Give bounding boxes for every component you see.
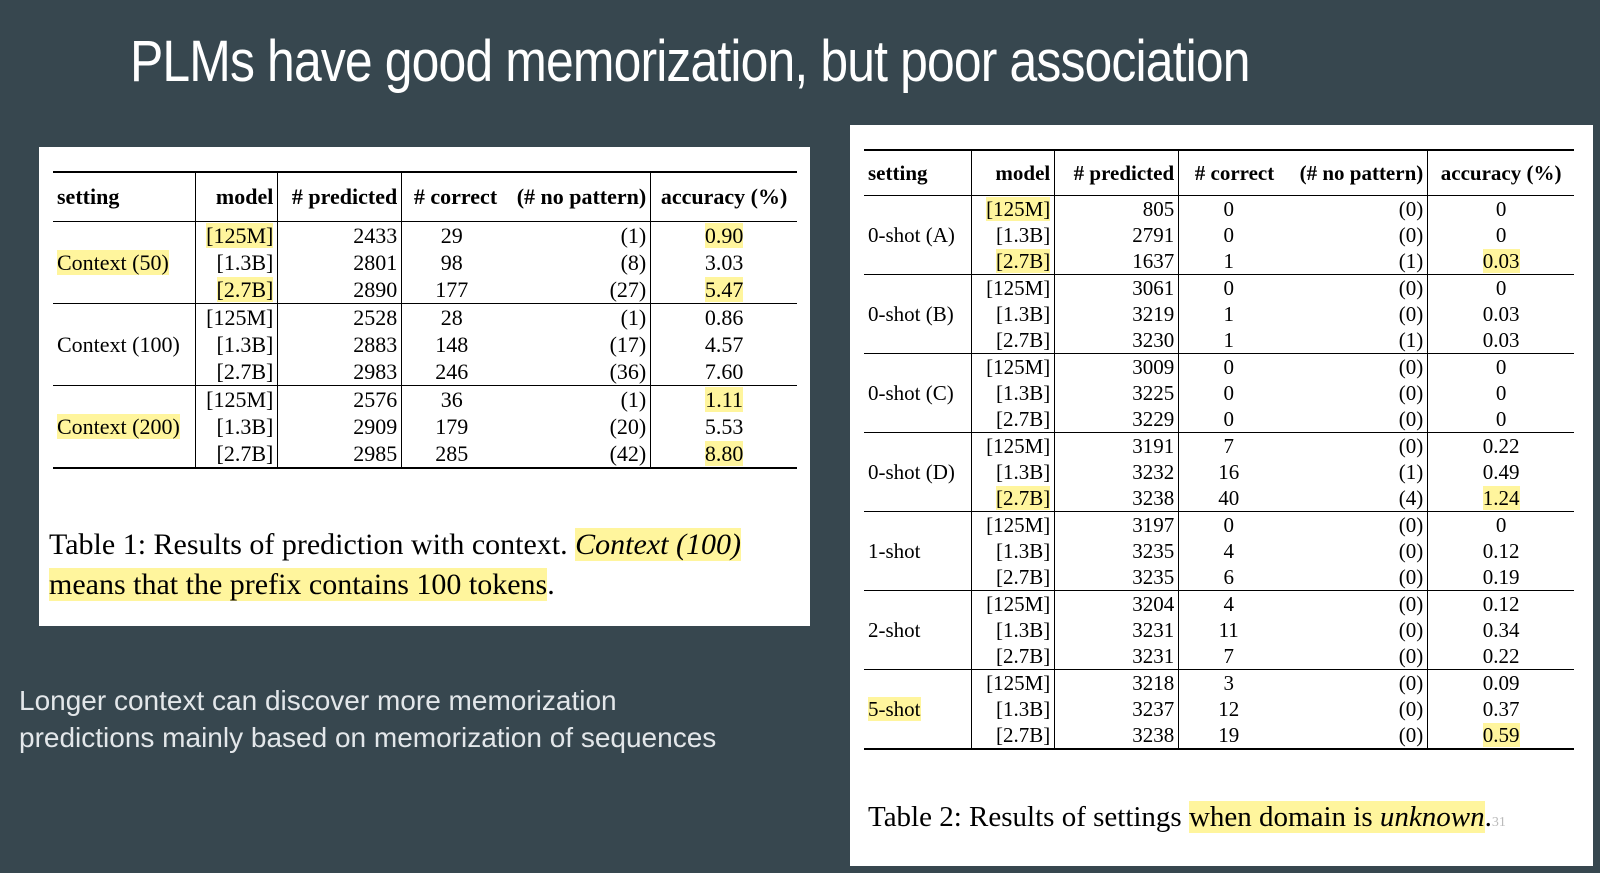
accuracy-cell xyxy=(1428,433,1574,460)
model-label: [1.3B] xyxy=(996,459,1051,484)
correct-cell: 3 xyxy=(1179,670,1279,697)
predicted-cell: 3197 xyxy=(1055,512,1179,539)
model-label: [125M] xyxy=(206,222,274,248)
correct-cell: 246 xyxy=(402,358,501,386)
model-label: [125M] xyxy=(986,196,1051,221)
model-cell xyxy=(972,617,1055,643)
model-cell xyxy=(195,358,278,386)
correct-cell: 16 xyxy=(1179,459,1279,485)
accuracy-value: 1.24 xyxy=(1482,485,1520,510)
correct-cell: 0 xyxy=(1179,196,1279,223)
predicted-cell: 2909 xyxy=(278,413,402,440)
accuracy-cell xyxy=(1428,301,1574,327)
table-1-panel xyxy=(39,147,810,626)
accuracy-value: 0.34 xyxy=(1482,617,1520,642)
accuracy-cell xyxy=(1428,459,1574,485)
accuracy-value: 5.47 xyxy=(704,276,744,302)
model-label: [1.3B] xyxy=(996,222,1051,247)
header-model: model xyxy=(972,150,1055,196)
accuracy-value: 0 xyxy=(1495,380,1507,405)
no-pattern-cell: (0) xyxy=(1278,354,1428,381)
correct-cell: 11 xyxy=(1179,617,1279,643)
no-pattern-cell: (1) xyxy=(501,386,651,414)
predicted-cell: 3235 xyxy=(1055,564,1179,591)
header-setting: setting xyxy=(864,150,972,196)
correct-cell: 0 xyxy=(1179,354,1279,381)
model-cell xyxy=(972,512,1055,539)
accuracy-cell xyxy=(651,276,797,304)
model-label: [125M] xyxy=(986,275,1051,300)
model-label: [125M] xyxy=(206,386,274,412)
predicted-cell: 2791 xyxy=(1055,222,1179,248)
model-label: [2.7B] xyxy=(996,564,1051,589)
model-cell xyxy=(972,301,1055,327)
predicted-cell: 3218 xyxy=(1055,670,1179,697)
predicted-cell: 3191 xyxy=(1055,433,1179,460)
accuracy-value: 0 xyxy=(1495,222,1507,247)
model-label: [1.3B] xyxy=(216,249,274,275)
correct-cell: 179 xyxy=(402,413,501,440)
model-label: [2.7B] xyxy=(996,643,1051,668)
model-label: [125M] xyxy=(986,512,1051,537)
predicted-cell: 1637 xyxy=(1055,248,1179,275)
correct-cell: 19 xyxy=(1179,722,1279,749)
header-row xyxy=(864,150,1574,196)
no-pattern-cell: (0) xyxy=(1398,538,1424,563)
model-label: [1.3B] xyxy=(996,617,1051,642)
caption-2-hl-text: when domain is xyxy=(1188,801,1380,833)
no-pattern-cell: (20) xyxy=(609,413,647,439)
accuracy-cell xyxy=(1428,643,1574,670)
setting-cell xyxy=(864,591,972,670)
no-pattern-cell: (0) xyxy=(1398,196,1424,221)
caption-2-end: . xyxy=(1484,801,1492,833)
model-cell xyxy=(972,643,1055,670)
caption-1-rest: means that the prefix contains 100 tokens xyxy=(49,568,548,601)
accuracy-value: 0.12 xyxy=(1482,591,1520,616)
header-no-pattern: (# no pattern) xyxy=(501,172,651,222)
accuracy-cell xyxy=(651,440,797,468)
model-label: [2.7B] xyxy=(216,440,274,466)
model-label: [1.3B] xyxy=(996,301,1051,326)
accuracy-cell xyxy=(651,386,797,414)
table-header xyxy=(53,172,797,222)
accuracy-value: 0.37 xyxy=(1482,696,1520,721)
table-1 xyxy=(53,171,797,469)
correct-cell: 1 xyxy=(1179,327,1279,354)
model-cell xyxy=(972,196,1055,223)
accuracy-value: 5.53 xyxy=(704,413,744,439)
no-pattern-cell: (0) xyxy=(1278,670,1428,697)
model-cell xyxy=(195,249,278,276)
model-label: [2.7B] xyxy=(996,248,1051,273)
setting-cell xyxy=(864,670,972,750)
model-label: [1.3B] xyxy=(996,380,1051,405)
table-row xyxy=(864,433,1574,460)
setting-cell xyxy=(864,433,972,512)
no-pattern-cell: (0) xyxy=(1398,380,1424,405)
no-pattern-cell: (0) xyxy=(1398,564,1424,589)
caption-2-highlight xyxy=(1189,801,1485,833)
header-accuracy: accuracy (%) xyxy=(651,172,797,222)
model-cell xyxy=(972,354,1055,381)
accuracy-value: 0 xyxy=(1495,512,1507,537)
header-predicted: # predicted xyxy=(1055,150,1179,196)
model-cell xyxy=(972,696,1055,722)
model-label: [2.7B] xyxy=(996,485,1051,510)
no-pattern-cell: (0) xyxy=(1398,222,1424,247)
setting-cell xyxy=(864,512,972,591)
model-label: [1.3B] xyxy=(996,538,1051,563)
accuracy-cell xyxy=(1428,485,1574,512)
table-row xyxy=(864,196,1574,223)
model-cell xyxy=(972,327,1055,354)
table-row xyxy=(864,275,1574,302)
setting-cell xyxy=(864,354,972,433)
correct-cell: 285 xyxy=(402,440,501,468)
accuracy-cell xyxy=(1428,670,1574,697)
accuracy-value: 4.57 xyxy=(704,331,744,357)
accuracy-cell xyxy=(1428,248,1574,275)
correct-cell: 0 xyxy=(1179,222,1279,248)
predicted-cell: 2576 xyxy=(278,386,402,414)
no-pattern-cell: (0) xyxy=(1398,406,1424,431)
predicted-cell: 2883 xyxy=(278,331,402,358)
model-label: [125M] xyxy=(986,591,1051,616)
header-no-pattern: (# no pattern) xyxy=(1278,150,1428,196)
predicted-cell: 2433 xyxy=(278,222,402,250)
setting-cell xyxy=(864,196,972,275)
accuracy-value: 0 xyxy=(1495,275,1507,300)
page-number: 31 xyxy=(1491,815,1506,830)
accuracy-cell xyxy=(651,331,797,358)
model-cell xyxy=(972,564,1055,591)
model-cell xyxy=(972,406,1055,433)
predicted-cell: 3230 xyxy=(1055,327,1179,354)
setting-cell xyxy=(53,222,195,304)
model-label: [125M] xyxy=(986,433,1051,458)
accuracy-cell xyxy=(651,222,797,250)
correct-cell: 36 xyxy=(402,386,501,414)
accuracy-cell xyxy=(1428,275,1574,302)
accuracy-value: 0.90 xyxy=(704,222,744,248)
accuracy-value: 7.60 xyxy=(704,358,744,384)
correct-cell: 0 xyxy=(1179,406,1279,433)
header-correct: # correct xyxy=(402,172,501,222)
no-pattern-cell: (1) xyxy=(1398,248,1424,273)
table-2-panel xyxy=(850,125,1593,866)
correct-cell: 4 xyxy=(1179,538,1279,564)
model-label: [2.7B] xyxy=(996,327,1051,352)
predicted-cell: 3219 xyxy=(1055,301,1179,327)
model-cell xyxy=(972,380,1055,406)
header-accuracy: accuracy (%) xyxy=(1428,150,1574,196)
correct-cell: 1 xyxy=(1179,248,1279,275)
no-pattern-cell: (0) xyxy=(1398,301,1424,326)
accuracy-value: 3.03 xyxy=(704,249,744,275)
model-cell xyxy=(195,276,278,304)
accuracy-value: 0.86 xyxy=(704,304,744,330)
model-label: [125M] xyxy=(206,304,274,330)
slide-title: PLMs have good memorization, but poor association xyxy=(130,29,1250,94)
no-pattern-cell: (1) xyxy=(1398,327,1424,352)
no-pattern-cell: (0) xyxy=(1278,275,1428,302)
no-pattern-cell: (27) xyxy=(609,276,647,302)
table-body xyxy=(864,196,1574,750)
model-cell xyxy=(195,440,278,468)
no-pattern-cell: (0) xyxy=(1398,722,1424,747)
no-pattern-cell: (0) xyxy=(1398,617,1424,642)
setting-label: 0-shot (B) xyxy=(868,301,954,326)
no-pattern-cell: (42) xyxy=(609,440,647,466)
no-pattern-cell: (0) xyxy=(1398,696,1424,721)
correct-cell: 1 xyxy=(1179,301,1279,327)
model-cell xyxy=(972,275,1055,302)
model-cell xyxy=(195,331,278,358)
accuracy-value: 0.22 xyxy=(1482,433,1520,458)
setting-label: 5-shot xyxy=(868,696,921,721)
model-cell xyxy=(972,591,1055,618)
accuracy-cell xyxy=(651,413,797,440)
correct-cell: 12 xyxy=(1179,696,1279,722)
correct-cell: 148 xyxy=(402,331,501,358)
accuracy-value: 0.03 xyxy=(1482,301,1520,326)
accuracy-value: 0.22 xyxy=(1482,643,1520,668)
accuracy-cell xyxy=(1428,222,1574,248)
table-row xyxy=(864,354,1574,381)
accuracy-cell xyxy=(1428,196,1574,223)
accuracy-cell xyxy=(1428,354,1574,381)
predicted-cell: 3061 xyxy=(1055,275,1179,302)
summary-note: Longer context can discover more memorization predictions mainly based on memorization of sequences xyxy=(19,685,717,753)
predicted-cell: 3009 xyxy=(1055,354,1179,381)
accuracy-value: 0.19 xyxy=(1482,564,1520,589)
table-row xyxy=(864,591,1574,618)
accuracy-cell xyxy=(1428,696,1574,722)
caption-1-italic: Context (100) xyxy=(575,528,741,561)
predicted-cell: 3237 xyxy=(1055,696,1179,722)
predicted-cell: 3229 xyxy=(1055,406,1179,433)
predicted-cell: 3232 xyxy=(1055,459,1179,485)
no-pattern-cell: (1) xyxy=(1398,459,1424,484)
table-row xyxy=(53,386,797,414)
accuracy-cell xyxy=(1428,380,1574,406)
accuracy-value: 0.49 xyxy=(1482,459,1520,484)
predicted-cell: 3231 xyxy=(1055,643,1179,670)
predicted-cell: 2801 xyxy=(278,249,402,276)
accuracy-value: 0 xyxy=(1495,196,1507,221)
predicted-cell: 805 xyxy=(1055,196,1179,223)
header-correct: # correct xyxy=(1179,150,1279,196)
correct-cell: 6 xyxy=(1179,564,1279,591)
table-2 xyxy=(864,149,1574,750)
predicted-cell: 3204 xyxy=(1055,591,1179,618)
setting-label: 1-shot xyxy=(868,538,921,563)
model-label: [2.7B] xyxy=(996,722,1051,747)
model-label: [1.3B] xyxy=(216,331,274,357)
model-cell xyxy=(195,413,278,440)
table-row xyxy=(864,670,1574,697)
setting-cell xyxy=(53,304,195,386)
model-label: [125M] xyxy=(986,670,1051,695)
accuracy-value: 0.59 xyxy=(1482,722,1520,747)
table-body xyxy=(53,222,797,469)
accuracy-cell xyxy=(1428,591,1574,618)
header-model: model xyxy=(195,172,278,222)
table-header xyxy=(864,150,1574,196)
predicted-cell: 2985 xyxy=(278,440,402,468)
no-pattern-cell: (1) xyxy=(501,304,651,332)
model-cell xyxy=(972,222,1055,248)
correct-cell: 7 xyxy=(1179,433,1279,460)
predicted-cell: 3225 xyxy=(1055,380,1179,406)
accuracy-value: 0 xyxy=(1495,354,1507,379)
predicted-cell: 3235 xyxy=(1055,538,1179,564)
model-label: [2.7B] xyxy=(996,406,1051,431)
accuracy-value: 8.80 xyxy=(704,440,744,466)
model-label: [1.3B] xyxy=(996,696,1051,721)
no-pattern-cell: (8) xyxy=(620,249,647,275)
model-cell xyxy=(972,459,1055,485)
accuracy-cell xyxy=(1428,538,1574,564)
correct-cell: 7 xyxy=(1179,643,1279,670)
accuracy-cell xyxy=(1428,406,1574,433)
table-row xyxy=(53,222,797,250)
model-cell xyxy=(972,670,1055,697)
table-2-caption xyxy=(868,797,1590,843)
model-cell xyxy=(195,222,278,250)
setting-cell xyxy=(53,386,195,469)
setting-label: Context (50) xyxy=(57,249,169,275)
accuracy-value: 0.03 xyxy=(1482,327,1520,352)
model-cell xyxy=(972,485,1055,512)
caption-2-label: Table 2: Results of settings xyxy=(868,801,1189,833)
model-cell xyxy=(972,248,1055,275)
accuracy-cell xyxy=(1428,512,1574,539)
model-label: [125M] xyxy=(986,354,1051,379)
predicted-cell: 3238 xyxy=(1055,722,1179,749)
predicted-cell: 2983 xyxy=(278,358,402,386)
setting-label: Context (100) xyxy=(57,331,180,357)
model-cell xyxy=(972,433,1055,460)
correct-cell: 29 xyxy=(402,222,501,250)
correct-cell: 0 xyxy=(1179,275,1279,302)
correct-cell: 177 xyxy=(402,276,501,304)
model-cell xyxy=(972,722,1055,749)
model-label: [2.7B] xyxy=(216,358,274,384)
correct-cell: 0 xyxy=(1179,380,1279,406)
correct-cell: 4 xyxy=(1179,591,1279,618)
no-pattern-cell: (0) xyxy=(1278,512,1428,539)
header-row xyxy=(53,172,797,222)
accuracy-cell xyxy=(1428,617,1574,643)
accuracy-value: 0 xyxy=(1495,406,1507,431)
caption-2-italic: unknown xyxy=(1379,801,1485,833)
no-pattern-cell: (0) xyxy=(1278,591,1428,618)
accuracy-value: 1.11 xyxy=(705,386,743,412)
model-label: [1.3B] xyxy=(216,413,274,439)
no-pattern-cell: (36) xyxy=(609,358,647,384)
accuracy-cell xyxy=(1428,327,1574,354)
predicted-cell: 2528 xyxy=(278,304,402,332)
predicted-cell: 3231 xyxy=(1055,617,1179,643)
accuracy-cell xyxy=(1428,564,1574,591)
table-1-caption xyxy=(49,525,801,605)
table-row xyxy=(53,304,797,332)
accuracy-cell xyxy=(651,304,797,332)
no-pattern-cell: (1) xyxy=(620,222,647,248)
setting-label: Context (200) xyxy=(57,413,180,439)
caption-1-label: Table 1: Results of prediction with context. xyxy=(49,528,576,561)
no-pattern-cell: (0) xyxy=(1398,643,1424,668)
correct-cell: 98 xyxy=(402,249,501,276)
setting-label: 0-shot (D) xyxy=(868,459,955,484)
header-predicted: # predicted xyxy=(278,172,402,222)
setting-label: 2-shot xyxy=(868,617,921,642)
no-pattern-cell: (4) xyxy=(1398,485,1424,510)
correct-cell: 0 xyxy=(1179,512,1279,539)
model-cell xyxy=(195,304,278,332)
accuracy-cell xyxy=(1428,722,1574,749)
caption-1-end: . xyxy=(547,568,555,601)
setting-cell xyxy=(864,275,972,354)
header-setting: setting xyxy=(53,172,195,222)
accuracy-value: 0.03 xyxy=(1482,248,1520,273)
predicted-cell: 2890 xyxy=(278,276,402,304)
setting-label: 0-shot (A) xyxy=(868,222,955,247)
predicted-cell: 3238 xyxy=(1055,485,1179,512)
model-cell xyxy=(972,538,1055,564)
accuracy-cell xyxy=(651,249,797,276)
model-label: [2.7B] xyxy=(216,276,274,302)
no-pattern-cell: (0) xyxy=(1278,433,1428,460)
correct-cell: 28 xyxy=(402,304,501,332)
accuracy-value: 0.09 xyxy=(1482,670,1520,695)
model-cell xyxy=(195,386,278,414)
table-row xyxy=(864,512,1574,539)
accuracy-cell xyxy=(651,358,797,386)
accuracy-value: 0.12 xyxy=(1482,538,1520,563)
correct-cell: 40 xyxy=(1179,485,1279,512)
no-pattern-cell: (17) xyxy=(609,331,647,357)
setting-label: 0-shot (C) xyxy=(868,380,954,405)
